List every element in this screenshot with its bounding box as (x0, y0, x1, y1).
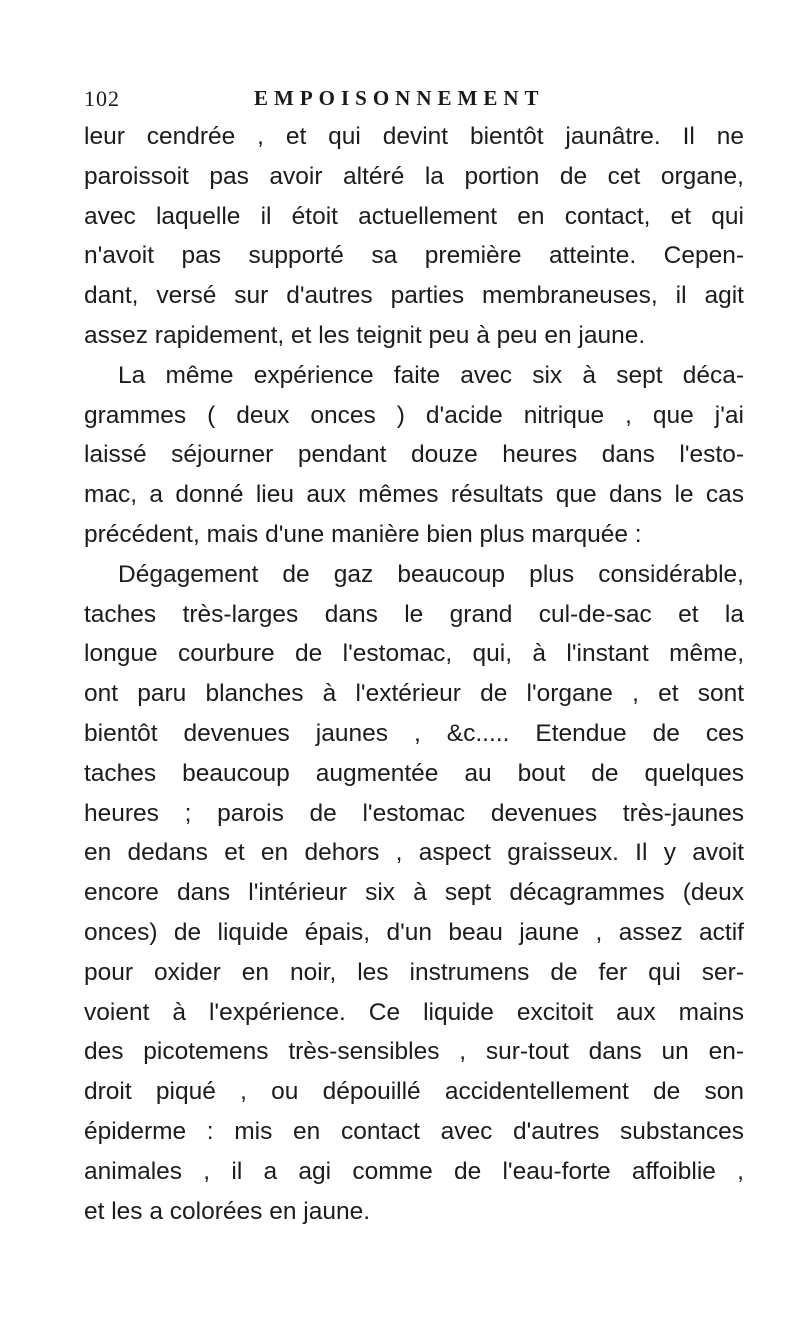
text-line: des picotemens très-sensibles , sur-tout dans un en- (84, 1038, 744, 1066)
text-line: épiderme : mis en contact avec d'autres substances (84, 1117, 744, 1145)
text-line: voient à l'expérience. Ce liquide excitoit aux mains (84, 998, 744, 1026)
body-text (84, 117, 744, 1231)
text-line: en dedans et en dehors , aspect graisseux. Il y avoit (84, 839, 744, 867)
text-line: taches beaucoup augmentée au bout de quelques (84, 759, 744, 787)
text-line: animales , il a agi comme de l'eau-forte affoiblie , (84, 1157, 744, 1185)
text-line: mac, a donné lieu aux mêmes résultats que dans le cas (84, 481, 744, 509)
text-line: leur cendrée , et qui devint bientôt jaunâtre. Il ne (84, 123, 744, 150)
text-line: laissé séjourner pendant douze heures dans l'esto- (84, 441, 744, 469)
text-line: n'avoit pas supporté sa première atteinte. Cepen- (84, 242, 744, 270)
text-line: précédent, mais d'une manière bien plus marquée : (84, 520, 642, 548)
text-line: et les a colorées en jaune. (84, 1197, 371, 1225)
text-line: pour oxider en noir, les instrumens de fer qui ser- (84, 958, 744, 986)
text-line: La même expérience faite avec six à sept déca- (118, 361, 744, 389)
text-line: dant, versé sur d'autres parties membraneuses, il agit (84, 282, 744, 310)
text-line: droit piqué , ou dépouillé accidentellement de son (84, 1078, 744, 1106)
text-line: paroissoit pas avoir altéré la portion de cet organe, (84, 162, 744, 190)
text-line: Dégagement de gaz beaucoup plus considérable, (118, 560, 744, 588)
text-line: taches très-larges dans le grand cul-de-sac et la (84, 600, 744, 628)
text-line: encore dans l'intérieur six à sept décagrammes (deux (84, 879, 744, 907)
text-line: avec laquelle il étoit actuellement en contact, et qui (84, 202, 744, 230)
text-line: onces) de liquide épais, d'un beau jaune , assez actif (84, 918, 744, 946)
running-head: EMPOISONNEMENT (254, 86, 545, 110)
text-line: bientôt devenues jaunes , &c..... Etendue de ces (84, 719, 744, 747)
text-line: ont paru blanches à l'extérieur de l'organe , et sont (84, 680, 744, 708)
text-line: grammes ( deux onces ) d'acide nitrique , que j'ai (84, 401, 744, 429)
page-header (84, 84, 604, 114)
page-number: 102 (84, 86, 120, 111)
text-line: longue courbure de l'estomac, qui, à l'instant même, (84, 640, 744, 668)
text-line: heures ; parois de l'estomac devenues très-jaunes (84, 799, 744, 827)
text-line: assez rapidement, et les teignit peu à peu en jaune. (84, 321, 646, 349)
